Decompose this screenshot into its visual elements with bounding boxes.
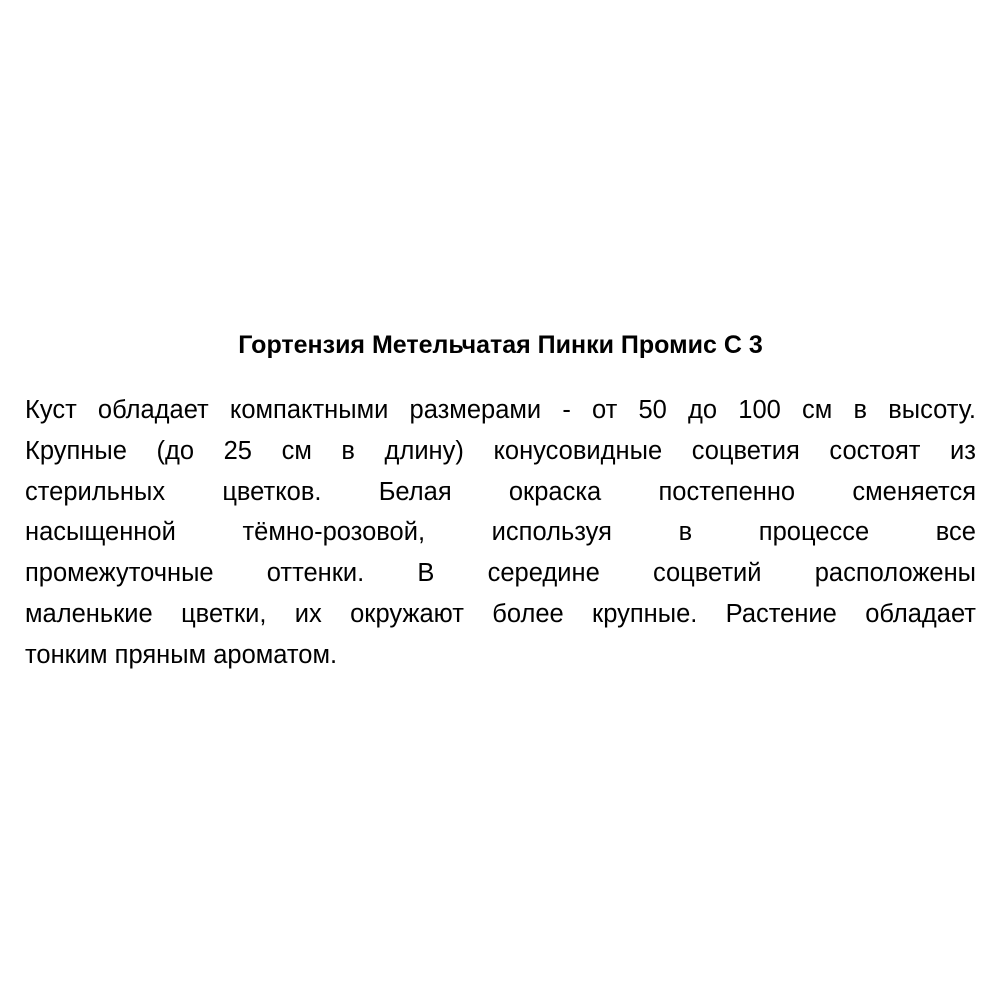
description-line: Крупные (до 25 см в длину) конусовидные соцветия состоят из bbox=[25, 436, 976, 465]
product-title: Гортензия Метельчатая Пинки Промис С 3 bbox=[238, 331, 763, 359]
description-line: промежуточные оттенки. В середине соцветий расположены bbox=[25, 559, 976, 588]
description-line: стерильных цветков. Белая окраска постепенно сменяется bbox=[25, 477, 976, 506]
product-description bbox=[25, 390, 976, 676]
description-line: насыщенной тёмно-розовой, используя в процессе все bbox=[25, 518, 976, 547]
description-line: Куст обладает компактными размерами - от 50 до 100 см в высоту. bbox=[25, 396, 976, 424]
description-line: тонким пряным ароматом. bbox=[25, 640, 338, 669]
description-line: маленькие цветки, их окружают более крупные. Растение обладает bbox=[25, 599, 976, 628]
product-description-document bbox=[25, 326, 976, 676]
